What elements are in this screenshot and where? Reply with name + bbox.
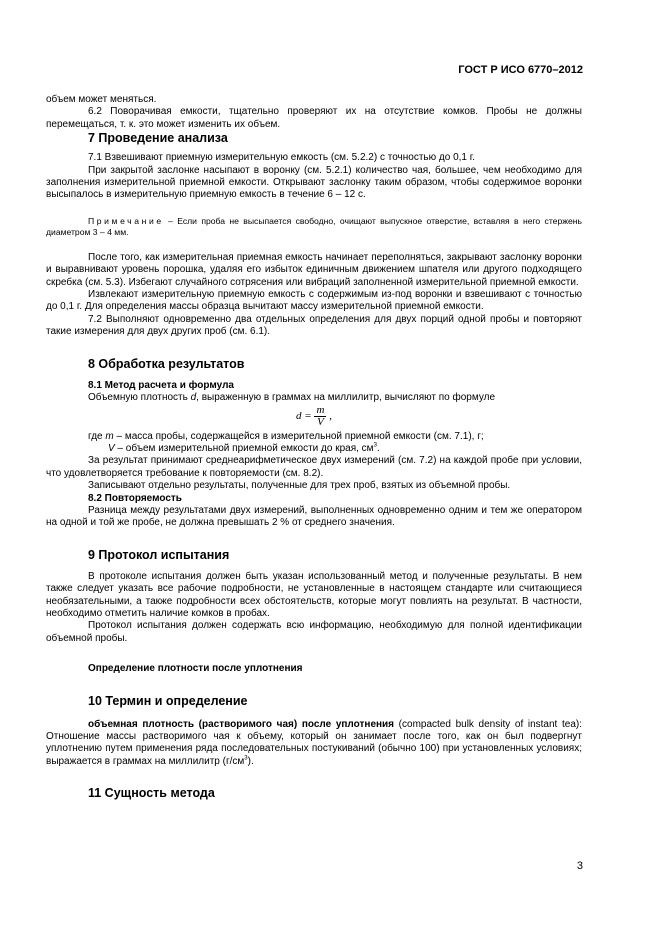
document-code: ГОСТ Р ИСО 6770–2012 xyxy=(458,64,583,76)
subsection-8-1-heading: 8.1 Метод расчета и формула xyxy=(88,379,234,391)
formula-fraction xyxy=(314,405,326,428)
section-11-heading: 11 Сущность метода xyxy=(88,786,215,801)
formula-lhs: d = xyxy=(296,409,312,422)
page-number: 3 xyxy=(576,860,583,872)
part-title: Определение плотности после уплотнения xyxy=(88,663,303,675)
note xyxy=(46,216,582,238)
where-v xyxy=(46,443,582,455)
section-9-heading: 9 Протокол испытания xyxy=(88,547,230,562)
paragraph-8-1 xyxy=(46,392,582,404)
variable-m: m xyxy=(105,430,114,442)
continued-text: объем может меняться. xyxy=(46,94,157,105)
paragraph-extract: Извлекают измерительную приемную емкость с содержимым из-под воронки и взвешивают с точностью до 0,1 г. Для определения массы образца вычитают массу измерительной приемной емкости. xyxy=(46,289,582,313)
where-word: где xyxy=(88,430,106,442)
formula-denominator: V xyxy=(317,415,324,428)
paragraph-result: За результат принимают среднеарифметическое двух измерений (см. 7.2) на каждой пробе при условии, что удовлетворяется требование к повторяемости (см. 8.2). xyxy=(46,455,582,479)
density-formula xyxy=(46,405,582,431)
paragraph-8-1-pre: Объемную плотность xyxy=(88,392,191,404)
definition-paragraph xyxy=(46,719,582,769)
formula-numerator: m xyxy=(316,403,325,416)
formula-tail: , xyxy=(329,409,332,422)
section-8-heading: 8 Обработка результатов xyxy=(88,356,245,371)
paragraph-overflow: После того, как измерительная приемная емкость начинает переполняться, закрывают заслонку воронки и выравнивают уровень порошка, удаляя его избыток единичным движением шпателя или другого подходящего скребка (см. 5.3). Избегают случайного сотрясения или вибраций заполненной измерительной приемной емкости. xyxy=(46,251,582,288)
paragraph-9-1: В протоколе испытания должен быть указан использованный метод и полученные результаты. В нем также следует указать все рабочие подробности, не установленные в настоящем стандарте или считающиеся необязательными, а также подробности всех обстоятельств, которые могут повлиять на результат. В частности, необходимо отметить наличие комков в пробах. xyxy=(46,570,582,619)
where-v-end: . xyxy=(376,442,380,454)
paragraph-9-2: Протокол испытания должен содержать всю информацию, необходимую для полной идентификации объемной пробы. xyxy=(46,620,582,644)
definition-end: ). xyxy=(247,755,254,767)
definition-sup: 3 xyxy=(244,755,248,762)
note-text: – Если проба не высыпается свободно, очищают выпускное отверстие, вставляя в него стержень диаметром 3 – 4 мм. xyxy=(46,215,582,237)
variable-d: d xyxy=(190,392,197,404)
page-content xyxy=(46,94,582,801)
term: объемная плотность (растворимого чая) после уплотнения xyxy=(88,718,395,730)
where-v-text: – объем измерительной приемной емкости до края, см xyxy=(114,442,374,454)
paragraph-6-2: 6.2 Поворачивая емкости, тщательно проверяют их на отсутствие комков. Пробы не должны перемещаться, т. к. это может изменить их объем. xyxy=(46,106,582,130)
section-7-heading: 7 Проведение анализа xyxy=(88,131,228,146)
paragraph-7-1: 7.1 Взвешивают приемную измерительную емкость (см. 5.2.2) с точностью до 0,1 г. xyxy=(88,152,475,164)
where-m-text: – масса пробы, содержащейся в измерительной приемной емкости (см. 7.1), г; xyxy=(113,430,484,442)
where-v-sup: 3 xyxy=(373,442,377,449)
paragraph-record: Записывают отдельно результаты, полученные для трех проб, взятых из объемной пробы. xyxy=(88,480,511,492)
definition-text: (compacted bulk density of instant tea): Отношение массы растворимого чая к объему, который он занимает после того, как он был подвергнут уплотнению путем применения ряда последовательных постукиваний (обычно 100) при установленных условиях; выражается в граммах на миллилитр (г/см xyxy=(46,718,582,767)
paragraph-8-2: Разница между результатами двух измерений, выполненных одновременно одним и тем же оператором на одной и той же пробе, не должна превышать 2 % от среднего значения. xyxy=(46,504,582,529)
variable-v: V xyxy=(108,442,115,454)
note-lead: Примечание xyxy=(88,215,164,226)
paragraph-7-1-b: При закрытой заслонке насыпают в воронку (см. 5.2.1) количество чая, большее, чем необходимо для заполнения измерительной приемной емкости. Открывают заслонку таким образом, чтобы содержимое воронки высыпалось в измерительную приемную емкость в течение 6 – 12 с. xyxy=(46,164,582,201)
section-10-heading: 10 Термин и определение xyxy=(88,693,248,708)
where-m xyxy=(46,431,582,443)
subsection-8-2-heading: 8.2 Повторяемость xyxy=(88,492,182,504)
paragraph-7-2: 7.2 Выполняют одновременно два отдельных определения для двух порций одной пробы и повторяют такие измерения для двух других проб (см. 6.1). xyxy=(46,313,582,338)
paragraph-8-1-post: , выраженную в граммах на миллилитр, вычисляют по формуле xyxy=(196,392,496,404)
